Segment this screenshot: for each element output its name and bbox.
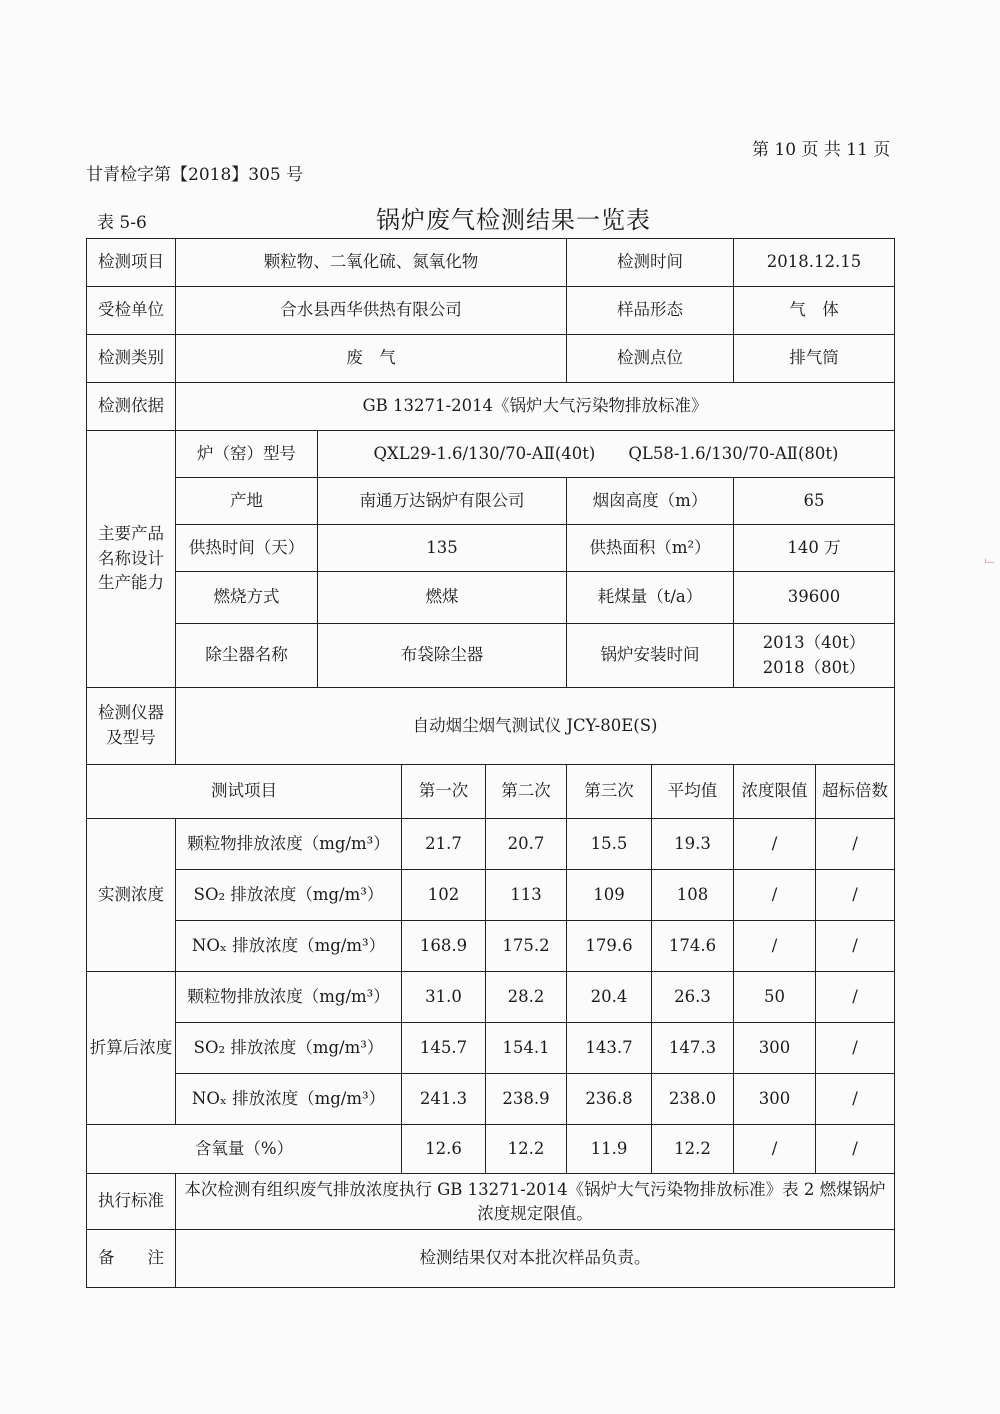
value-1: 102 [402,870,486,921]
table-row [87,1074,895,1125]
coal-value: 39600 [734,572,895,624]
value-limit: 300 [734,1074,816,1125]
standard-value: 本次检测有组织废气排放浓度执行 GB 13271-2014《锅炉大气污染物排放标准》表 2 燃煤锅炉浓度规定限值。 [176,1174,895,1230]
row-name: 颗粒物排放浓度（mg/m³） [176,819,402,870]
install-value-1: 2013（40t） [762,632,866,652]
value-1: 31.0 [402,972,486,1023]
value-exceed: / [816,819,895,870]
value-average: 26.3 [652,972,734,1023]
form-label: 样品形态 [567,287,734,335]
origin-value: 南通万达锅炉有限公司 [318,478,567,525]
value-2: 28.2 [486,972,567,1023]
dust-value: 布袋除尘器 [318,624,567,688]
header-third: 第三次 [567,765,652,819]
product-group-label: 主要产品名称设计生产能力 [87,431,176,688]
row-name: SO₂ 排放浓度（mg/m³） [176,870,402,921]
instrument-label-line-1: 检测仪器 [98,703,164,723]
row-name: SO₂ 排放浓度（mg/m³） [176,1023,402,1074]
row-name: NOₓ 排放浓度（mg/m³） [176,1074,402,1125]
value-3: 109 [567,870,652,921]
row-name: 颗粒物排放浓度（mg/m³） [176,972,402,1023]
measured-group-label: 实测浓度 [87,819,176,972]
margin-mark: ﹂ [985,558,998,572]
corrected-group-label: 折算后浓度 [87,972,176,1125]
value-1: 21.7 [402,819,486,870]
dust-label: 除尘器名称 [176,624,318,688]
value-exceed: / [816,870,895,921]
model-label: 炉（窑）型号 [176,431,318,478]
header-test-item: 测试项目 [87,765,402,819]
unit-label: 受检单位 [87,287,176,335]
install-value [734,624,895,688]
oxygen-label: 含氧量（%） [87,1125,402,1174]
value-limit: / [734,921,816,972]
remark-label: 备 注 [87,1230,176,1288]
basis-label: 检测依据 [87,383,176,431]
header-second: 第二次 [486,765,567,819]
table-row [87,1023,895,1074]
value-2: 175.2 [486,921,567,972]
value-exceed: / [816,1023,895,1074]
heating-time-label: 供热时间（天） [176,525,318,572]
value-3: 143.7 [567,1023,652,1074]
header-average: 平均值 [652,765,734,819]
model-value: QXL29-1.6/130/70-AⅡ(40t) QL58-1.6/130/70-AⅡ(80t) [318,431,895,478]
value-3: 236.8 [567,1074,652,1125]
value-2: 20.7 [486,819,567,870]
install-value-2: 2018（80t） [762,657,866,677]
header-first: 第一次 [402,765,486,819]
origin-label: 产地 [176,478,318,525]
standard-label: 执行标准 [87,1174,176,1230]
value-limit: / [734,819,816,870]
table-row [87,1125,895,1174]
value-average: 19.3 [652,819,734,870]
instrument-label [87,688,176,765]
table-title: 锅炉废气检测结果一览表 [376,206,651,234]
value-exceed: / [816,1125,895,1174]
value-average: 238.0 [652,1074,734,1125]
table-row [87,870,895,921]
item-value: 颗粒物、二氧化硫、氮氧化物 [176,239,567,287]
heating-area-label: 供热面积（m²） [567,525,734,572]
value-average: 108 [652,870,734,921]
page-number: 第 10 页 共 11 页 [752,140,891,160]
instrument-value: 自动烟尘烟气测试仪 JCY-80E(S) [176,688,895,765]
form-value: 气 体 [734,287,895,335]
row-name: NOₓ 排放浓度（mg/m³） [176,921,402,972]
remark-value: 检测结果仅对本批次样品负责。 [176,1230,895,1288]
category-label: 检测类别 [87,335,176,383]
value-average: 174.6 [652,921,734,972]
value-exceed: / [816,1074,895,1125]
chimney-value: 65 [734,478,895,525]
value-1: 241.3 [402,1074,486,1125]
value-average: 12.2 [652,1125,734,1174]
basis-value: GB 13271-2014《锅炉大气污染物排放标准》 [176,383,895,431]
value-2: 12.2 [486,1125,567,1174]
value-3: 20.4 [567,972,652,1023]
unit-value: 合水县西华供热有限公司 [176,287,567,335]
value-3: 11.9 [567,1125,652,1174]
value-2: 154.1 [486,1023,567,1074]
value-3: 179.6 [567,921,652,972]
category-value: 废 气 [176,335,567,383]
table-label: 表 5-6 [97,213,147,233]
heating-time-value: 135 [318,525,567,572]
header-exceed: 超标倍数 [816,765,895,819]
value-exceed: / [816,972,895,1023]
value-1: 145.7 [402,1023,486,1074]
boiler-exhaust-results-table [86,238,895,1288]
item-label: 检测项目 [87,239,176,287]
heating-area-value: 140 万 [734,525,895,572]
point-label: 检测点位 [567,335,734,383]
value-limit: / [734,870,816,921]
value-limit: 300 [734,1023,816,1074]
value-limit: 50 [734,972,816,1023]
time-value: 2018.12.15 [734,239,895,287]
coal-label: 耗煤量（t/a） [567,572,734,624]
value-1: 168.9 [402,921,486,972]
header-limit: 浓度限值 [734,765,816,819]
install-label: 锅炉安装时间 [567,624,734,688]
document-number: 甘青检字第【2018】305 号 [86,165,304,185]
fuel-value: 燃煤 [318,572,567,624]
fuel-label: 燃烧方式 [176,572,318,624]
chimney-label: 烟囱高度（m） [567,478,734,525]
value-exceed: / [816,921,895,972]
time-label: 检测时间 [567,239,734,287]
value-2: 113 [486,870,567,921]
instrument-label-line-2: 及型号 [106,728,156,747]
table-row [87,921,895,972]
point-value: 排气筒 [734,335,895,383]
value-1: 12.6 [402,1125,486,1174]
value-3: 15.5 [567,819,652,870]
table-row [87,819,895,870]
value-2: 238.9 [486,1074,567,1125]
table-row [87,972,895,1023]
value-average: 147.3 [652,1023,734,1074]
value-limit: / [734,1125,816,1174]
